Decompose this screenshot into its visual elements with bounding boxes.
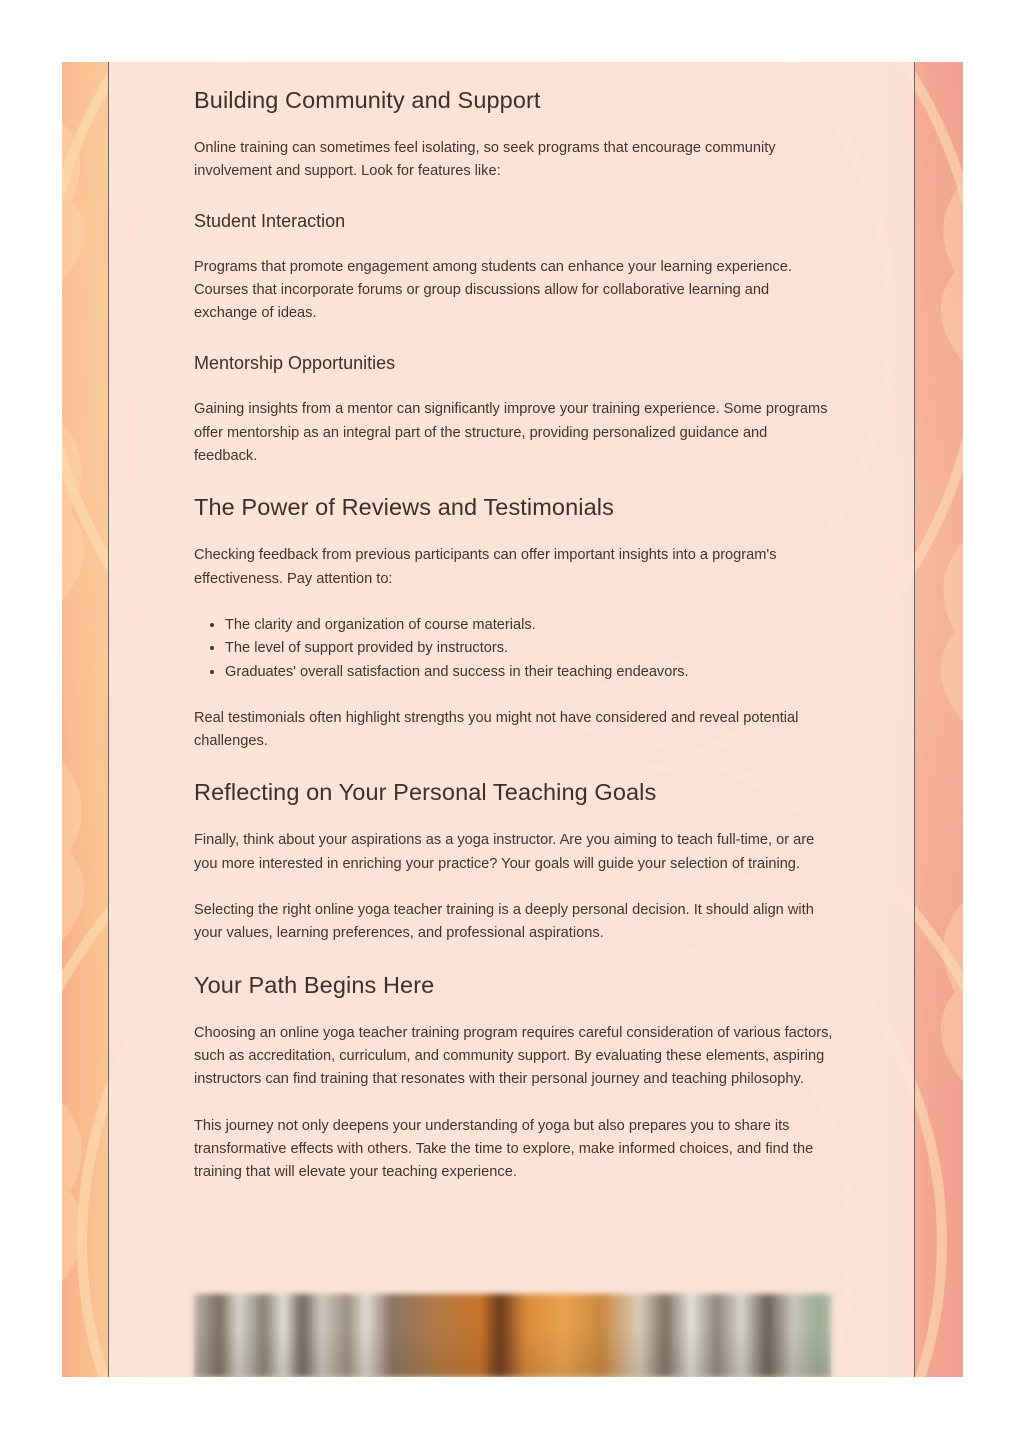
student-interaction-text: Programs that promote engagement among students can enhance your learning experience. Courses that incorporate forums or group discussions allow for collaborative learning and exchange of ideas. bbox=[194, 258, 792, 322]
subheading-student-interaction: Student Interaction bbox=[194, 210, 346, 231]
list-item: • Graduates' overall satisfaction and success in their teaching endeavors. bbox=[225, 661, 834, 684]
heading-path-begins: Your Path Begins Here bbox=[194, 971, 435, 998]
goals-paragraph-2: Selecting the right online yoga teacher training is a deeply personal decision. It should align with your values, learning preferences, and professional aspirations. bbox=[194, 902, 814, 942]
article-body bbox=[194, 84, 834, 1184]
heading-building-community: Building Community and Support bbox=[194, 87, 541, 113]
community-intro: Online training can sometimes feel isolating, so seek programs that encourage community involvement and support. Look for features like: bbox=[194, 140, 776, 180]
heading-teaching-goals: Reflecting on Your Personal Teaching Goals bbox=[194, 779, 657, 806]
photo-overlay bbox=[194, 1294, 831, 1377]
list-item: • The level of support provided by instructors. bbox=[225, 637, 834, 660]
mentorship-text: Gaining insights from a mentor can significantly improve your training experience. Some programs offer mentorship as an integral part of the structure, providing personalized guidance and feedback. bbox=[194, 401, 828, 465]
goals-paragraph-1: Finally, think about your aspirations as a yoga instructor. Are you aiming to teach full-time, or are you more interested in enriching your practice? Your goals will guide your selection of training. bbox=[194, 832, 815, 872]
subheading-mentorship: Mentorship Opportunities bbox=[194, 353, 396, 374]
heading-reviews: The Power of Reviews and Testimonials bbox=[194, 494, 614, 521]
path-paragraph-2: This journey not only deepens your understanding of yoga but also prepares you to share its transformative effects with others. Take the time to explore, make informed choices, and find the training that will elevate your teaching experience. bbox=[194, 1117, 814, 1181]
list-item: • The clarity and organization of course materials. bbox=[225, 614, 834, 637]
path-paragraph-1: Choosing an online yoga teacher training program requires careful consideration of various factors, such as accreditation, curriculum, and community support. By evaluating these elements, aspiring instructors can find training that resonates with their personal journey and teaching philosophy. bbox=[194, 1024, 833, 1088]
reviews-bullet-list bbox=[194, 614, 834, 684]
reviews-outro: Real testimonials often highlight strengths you might not have considered and reveal potential challenges. bbox=[194, 709, 799, 750]
page-background bbox=[62, 62, 963, 1377]
reviews-intro: Checking feedback from previous participants can offer important insights into a program's effectiveness. Pay attention to: bbox=[194, 547, 777, 587]
